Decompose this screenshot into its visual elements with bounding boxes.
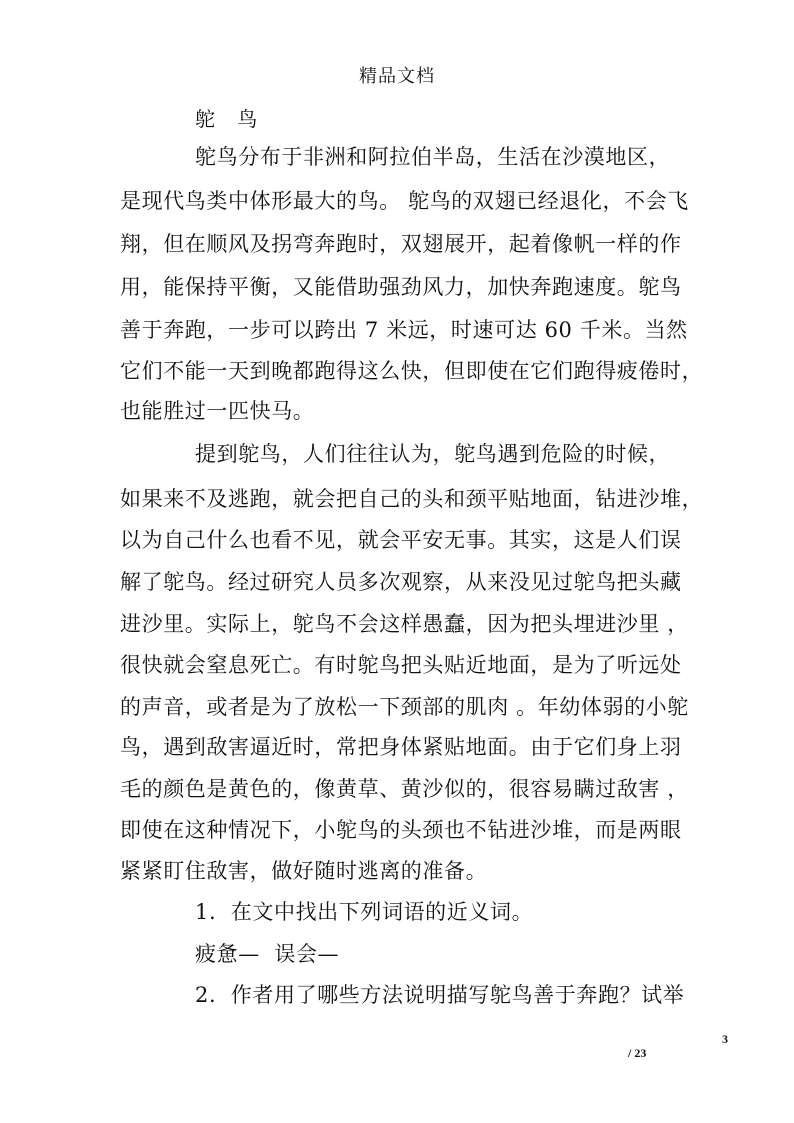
body-line: 紧紧盯住敌害，做好随时逃离的准备。 [120,859,488,883]
body-line: 进沙里。实际上，鸵鸟不会这样愚蠢，因为把头埋进沙里 ， [120,612,689,636]
body-line: 是现代鸟类中体形最大的鸟。 鸵鸟的双翅已经退化，不会飞 [120,189,689,213]
body-line: 用，能保持平衡，又能借助强劲风力，加快奔跑速度。鸵鸟 [120,275,682,299]
body-line: 以为自己什么也看不见，就会平安无事。其实，这是人们误 [120,528,682,552]
body-line: 鸵鸟分布于非洲和阿拉伯半岛，生活在沙漠地区， [195,145,671,169]
body-line: 它们不能一天到晚都跑得这么快，但即使在它们跑得疲倦时， [120,359,704,383]
article-title: 鸵 鸟 [195,107,266,131]
body-line: 翔，但在顺风及拐弯奔跑时，双翅展开，起着像帆一样的作 [120,232,682,256]
page-total: / 23 [628,1046,647,1060]
page-header-title: 精品文档 [359,66,435,87]
body-line: 解了鸵鸟。经过研究人员多次观察，从来没见过鸵鸟把头藏 [120,570,682,594]
body-line: 如果来不及逃跑，就会把自己的头和颈平贴地面，钻进沙堆， [120,487,704,511]
question-line: 疲惫— 误会— [195,942,340,966]
body-line: 即使在这种情况下，小鸵鸟的头颈也不钻进沙堆，而是两眼 [120,818,682,842]
body-line: 很快就会窒息死亡。有时鸵鸟把头贴近地面，是为了听远处 [120,653,682,677]
body-line: 鸟，遇到敌害逼近时，常把身体紧贴地面。由于它们身上羽 [120,735,682,759]
body-line: 的声音，或者是为了放松一下颈部的肌肉 。年幼体弱的小鸵 [120,695,689,719]
body-line: 提到鸵鸟，人们往往认为，鸵鸟遇到危险的时候， [195,442,671,466]
body-line: 也能胜过一匹快马。 [120,399,315,423]
body-line: 毛的颜色是黄色的，像黄草、黄沙似的，很容易瞒过敌害 ， [120,777,689,801]
question-line: 2. 作者用了哪些方法说明描写鸵鸟善于奔跑？试举 [195,983,685,1007]
question-line: 1. 在文中找出下列词语的近义词。 [195,900,534,924]
page-number: 3 [722,1032,728,1046]
body-line: 善于奔跑，一步可以跨出 7 米远，时速可达 60 千米。当然 [120,318,688,342]
